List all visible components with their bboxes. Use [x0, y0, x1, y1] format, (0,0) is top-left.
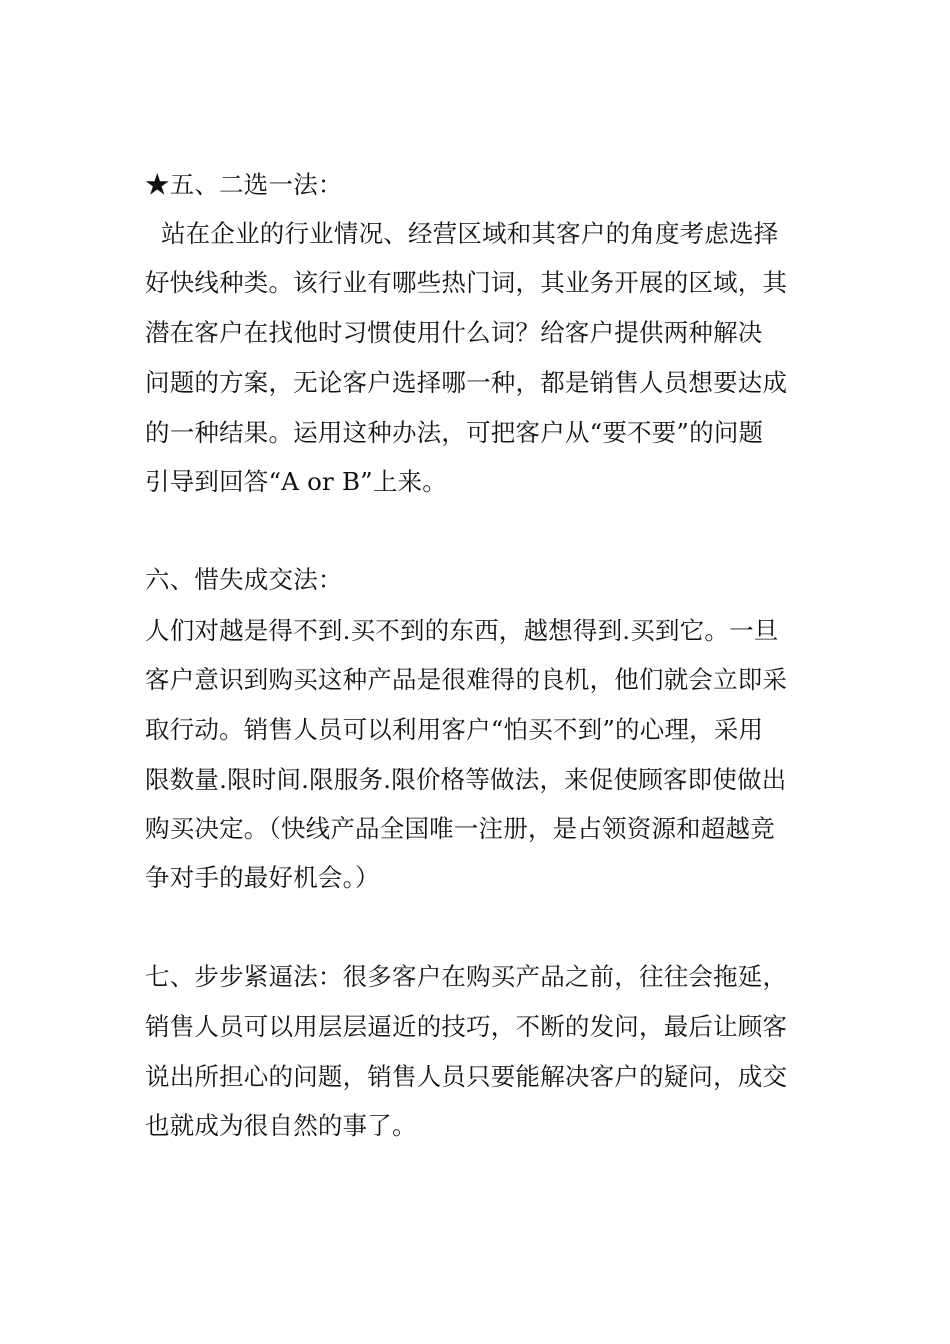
paragraph-line: 潜在客户在找他时习惯使用什么词？给客户提供两种解决: [145, 318, 763, 347]
paragraph-line: 限数量.限时间.限服务.限价格等做法，来促使顾客即使做出: [145, 765, 787, 794]
paragraph-line: 的一种结果。运用这种办法，可把客户从“要不要”的问题: [145, 418, 764, 447]
paragraph-line: 好快线种类。该行业有哪些热门词，其业务开展的区域，其: [145, 268, 788, 297]
paragraph-line: 引导到回答“A or B”上来。: [145, 467, 447, 496]
section-heading: ★五、二选一法：: [145, 170, 343, 199]
paragraph-line: 争对手的最好机会。）: [145, 863, 380, 892]
paragraph-line: 站在企业的行业情况、经营区域和其客户的角度考虑选择: [145, 219, 779, 248]
paragraph-line: 客户意识到购买这种产品是很难得的良机，他们就会立即采: [145, 665, 788, 694]
section-heading: 七、步步紧逼法：很多客户在购买产品之前，往往会拖延，: [145, 962, 788, 991]
paragraph-line: 说出所担心的问题，销售人员只要能解决客户的疑问，成交: [145, 1062, 788, 1091]
paragraph-line: 销售人员可以用层层逼近的技巧，不断的发问，最后让顾客: [145, 1012, 788, 1041]
paragraph-line: 问题的方案，无论客户选择哪一种，都是销售人员想要达成: [145, 368, 788, 397]
paragraph-line: 购买决定。（快线产品全国唯一注册，是占领资源和超越竞: [145, 814, 775, 843]
paragraph-line: 也就成为很自然的事了。: [145, 1111, 417, 1140]
section-heading: 六、惜失成交法：: [145, 565, 343, 594]
paragraph-line: 人们对越是得不到.买不到的东西，越想得到.买到它。一旦: [145, 616, 779, 645]
paragraph-line: 取行动。销售人员可以利用客户“怕买不到”的心理，采用: [145, 715, 764, 744]
